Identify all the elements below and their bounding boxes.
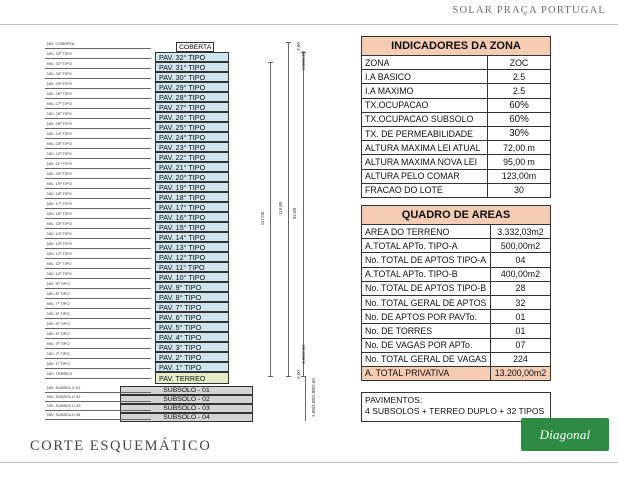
level-line [45,228,151,229]
dimension-value: 3,00 [295,42,301,51]
floor-row: PAV. 16° TIPO [155,212,229,222]
floor-row: PAV. 1° TIPO [155,362,229,372]
level-label: NÍV. 16º TIPO [47,211,72,216]
level-label: NÍV. 6º TIPO [47,311,70,316]
table-row [362,310,551,324]
level-line [45,288,151,289]
floor-row: PAV. 15° TIPO [155,222,229,232]
level-line [45,48,151,49]
floor-row: PAV. 32° TIPO [155,52,229,62]
table-row [362,281,551,295]
pavimentos-text: 4 SUBSOLOS + TERREO DUPLO + 32 TIPOS [365,406,545,416]
table-row [362,56,551,70]
dimension-value: 3,00/3,00 [300,51,306,70]
row-value: 60% [488,98,551,112]
table-row [362,352,551,366]
level-label: NÍV. 19º TIPO [47,181,72,186]
subsolo-row: SUBSOLO - 03 [120,404,253,413]
table-row [362,225,551,239]
dimension-tick [286,42,291,43]
level-line [45,419,151,420]
row-value: 13.200,00m2 [490,366,550,380]
dimension-value: 119,80 [278,201,284,216]
level-label: NÍV. 32º TIPO [47,51,72,56]
row-label: TX. DE PERMEABILIDADE [362,126,488,140]
level-label: NÍV. TÉRREO [47,371,73,376]
level-label: NÍV. 21º TIPO [47,161,72,166]
level-line [45,68,151,69]
floor-row: PAV. 2° TIPO [155,352,229,362]
project-title: SOLAR PRAÇA PORTUGAL [452,5,606,16]
level-label: NÍV. 10º TIPO [47,271,72,276]
row-value: 400,00m2 [490,267,550,281]
level-label: NÍV. 11º TIPO [47,261,72,266]
table-row [362,126,551,140]
row-label: I.A BASICO [362,70,488,84]
level-label: NÍV. 28º TIPO [47,91,72,96]
level-line [45,248,151,249]
level-label: NÍV. 2º TIPO [47,351,70,356]
level-label: NÍV. 7º TIPO [47,301,70,306]
level-line [45,208,151,209]
level-label: NÍV. 1º TIPO [47,361,70,366]
floor-row: PAV. 9° TIPO [155,282,229,292]
floor-row: PAV. 19° TIPO [155,182,229,192]
floor-row: PAV. 25° TIPO [155,122,229,132]
table-row [362,253,551,267]
indicadores-title: INDICADORES DA ZONA [362,37,551,56]
floor-row: PAV. 3° TIPO [155,342,229,352]
table-row [362,70,551,84]
row-value: 60% [488,112,551,126]
level-label: NÍV. 15º TIPO [47,221,72,226]
row-label: A. TOTAL PRIVATIVA [362,366,491,380]
level-line [45,268,151,269]
row-label: No. DE TORRES [362,324,491,338]
level-line [45,168,151,169]
floor-row: PAV. 5° TIPO [155,322,229,332]
row-value: 30% [488,126,551,140]
header-divider [0,24,618,25]
cobertura-box: COBERTA [176,42,214,52]
level-line [45,410,151,411]
floor-row: PAV. 21° TIPO [155,162,229,172]
dimension-tick [268,376,273,377]
dimension-tick [286,376,291,377]
table-row [362,98,551,112]
level-label: NÍV. SUBSOLO 03 [47,403,81,408]
floor-row: PAV. 6° TIPO [155,312,229,322]
diagonal-logo: Diagonal [521,418,609,451]
level-line [45,298,151,299]
level-label: NÍV. 20º TIPO [47,171,72,176]
table-row [362,84,551,98]
row-label: No. TOTAL DE APTOS TIPO-B [362,281,491,295]
level-line [45,378,151,379]
table-row [362,183,551,197]
floor-row: PAV. 20° TIPO [155,172,229,182]
level-line [45,188,151,189]
level-line [45,348,151,349]
row-value: 95,00 m [488,155,551,169]
level-line [45,128,151,129]
pavimentos-label: PAVIMENTOS: [365,395,423,405]
level-line [45,198,151,199]
floor-row: PAV. 17° TIPO [155,202,229,212]
floor-row: PAV. 8° TIPO [155,292,229,302]
floor-row: PAV. 24° TIPO [155,132,229,142]
table-row [362,112,551,126]
level-line [45,98,151,99]
level-line [45,148,151,149]
level-label: NÍV. SUBSOLO 04 [47,412,81,417]
level-label: NÍV. 5º TIPO [47,321,70,326]
row-label: ALTURA PELO COMAR [362,169,488,183]
areas-table [361,205,551,381]
floor-row: PAV. 11° TIPO [155,262,229,272]
row-value: 2.5 [488,70,551,84]
dimension-value: 3,00/3,00 [300,345,306,364]
row-label: A.TOTAL APTo. TIPO-A [362,239,491,253]
level-line [45,328,151,329]
level-label: NÍV. 18º TIPO [47,191,72,196]
level-label: NÍV. 13º TIPO [47,241,72,246]
level-label: NÍV. 12º TIPO [47,251,72,256]
footer-title: CORTE ESQUEMÁTICO [30,438,212,454]
row-label: No. TOTAL GERAL DE APTOS [362,295,491,309]
row-label: No. TOTAL DE APTOS TIPO-A [362,253,491,267]
row-value: 30 [488,183,551,197]
level-line [45,401,151,402]
level-label: NÍV. 3º TIPO [47,341,70,346]
dimension-line [288,42,289,376]
subsolo-row: SUBSOLO - 01 [120,386,253,395]
level-line [45,118,151,119]
floor-row: PAV. 4° TIPO [155,332,229,342]
floor-row: PAV. 30° TIPO [155,72,229,82]
floor-row: PAV. 31° TIPO [155,62,229,72]
row-label: A.TOTAL APTo. TIPO-B [362,267,491,281]
level-label: NÍV. 31º TIPO [47,61,72,66]
subsolo-row: SUBSOLO - 02 [120,395,253,404]
level-label: NÍV. 27º TIPO [47,101,72,106]
floor-row: PAV. 13° TIPO [155,242,229,252]
level-line [45,78,151,79]
level-line [45,218,151,219]
row-value: ZOC [488,56,551,70]
row-label: TX.OCUPACAO [362,98,488,112]
row-value: 3.332,03m2 [490,225,550,239]
level-line [45,368,151,369]
row-label: TX.OCUPACAO SUBSOLO [362,112,488,126]
floor-row: PAV. 10° TIPO [155,272,229,282]
dimension-line [305,376,306,421]
dimension-value: 2,88/2,88/2,88/2,60 [310,378,316,417]
floor-row: PAV. 7° TIPO [155,302,229,312]
row-label: No. DE VAGAS POR APTo. [362,338,491,352]
level-label: NÍV. 4º TIPO [47,331,70,336]
table-row [362,169,551,183]
floor-row: PAV. 12° TIPO [155,252,229,262]
level-line [45,88,151,89]
row-value: 04 [490,253,550,267]
terreo-row: PAV. TERREO [155,372,229,384]
row-value: 07 [490,338,550,352]
level-line [45,358,151,359]
floor-row: PAV. 22° TIPO [155,152,229,162]
table-row [362,338,551,352]
row-value: 01 [490,324,550,338]
row-label: FRACAO DO LOTE [362,183,488,197]
row-value: 123,00m [488,169,551,183]
row-value: 28 [490,281,550,295]
dimension-value: 6,00 [295,370,301,379]
floor-row: PAV. 29° TIPO [155,82,229,92]
table-row [362,267,551,281]
dimension-value: 117,00 [260,211,266,226]
areas-title: QUADRO DE AREAS [362,206,551,225]
level-label: NÍV. 24º TIPO [47,131,72,136]
level-label: NÍV. 8º TIPO [47,291,70,296]
footer-divider [0,462,618,463]
level-label: NÍV. 14º TIPO [47,231,72,236]
level-label: NÍV. 26º TIPO [47,111,72,116]
row-value: 01 [490,310,550,324]
level-label: NÍV. 22º TIPO [47,151,72,156]
floor-row: PAV. 14° TIPO [155,232,229,242]
floor-row: PAV. 27° TIPO [155,102,229,112]
level-line [45,338,151,339]
dimension-tick [268,62,273,63]
level-line [45,108,151,109]
row-label: ALTURA MAXIMA LEI ATUAL [362,141,488,155]
level-line [45,258,151,259]
level-label: NÍV. 17º TIPO [47,201,72,206]
level-label: NÍV. SUBSOLO 02 [47,394,81,399]
level-label: NÍV. COBERTA [47,41,75,46]
level-line [45,238,151,239]
floor-row: PAV. 18° TIPO [155,192,229,202]
subsolo-row: SUBSOLO - 04 [120,413,253,422]
indicadores-table [361,36,551,198]
dimension-line [270,62,271,376]
level-line [45,318,151,319]
table-row [362,141,551,155]
row-value: 224 [490,352,550,366]
level-line [45,308,151,309]
row-label: No. TOTAL GERAL DE VAGAS [362,352,491,366]
level-label: NÍV. 29º TIPO [47,81,72,86]
dimension-value: 92,80 [292,207,298,220]
row-label: I.A MAXIMO [362,84,488,98]
level-line [45,392,151,393]
row-label: AREA DO TERRENO [362,225,491,239]
level-label: NÍV. 25º TIPO [47,121,72,126]
level-line [45,138,151,139]
table-row [362,295,551,309]
level-label: NÍV. 9º TIPO [47,281,70,286]
level-line [45,158,151,159]
row-value: 2.5 [488,84,551,98]
floor-row: PAV. 28° TIPO [155,92,229,102]
level-label: NÍV. 30º TIPO [47,71,72,76]
level-label: NÍV. SUBSOLO 01 [47,385,81,390]
row-value: 32 [490,295,550,309]
table-row [362,366,551,380]
level-line [45,178,151,179]
level-label: NÍV. 23º TIPO [47,141,72,146]
table-row [362,239,551,253]
table-row [362,324,551,338]
row-label: ZONA [362,56,488,70]
table-row [362,155,551,169]
row-value: 72,00 m [488,141,551,155]
level-line [45,58,151,59]
row-value: 500,00m2 [490,239,550,253]
row-label: ALTURA MAXIMA NOVA LEI [362,155,488,169]
floor-row: PAV. 23° TIPO [155,142,229,152]
row-label: No. DE APTOS POR PAVTo. [362,310,491,324]
level-line [45,278,151,279]
floor-row: PAV. 26° TIPO [155,112,229,122]
